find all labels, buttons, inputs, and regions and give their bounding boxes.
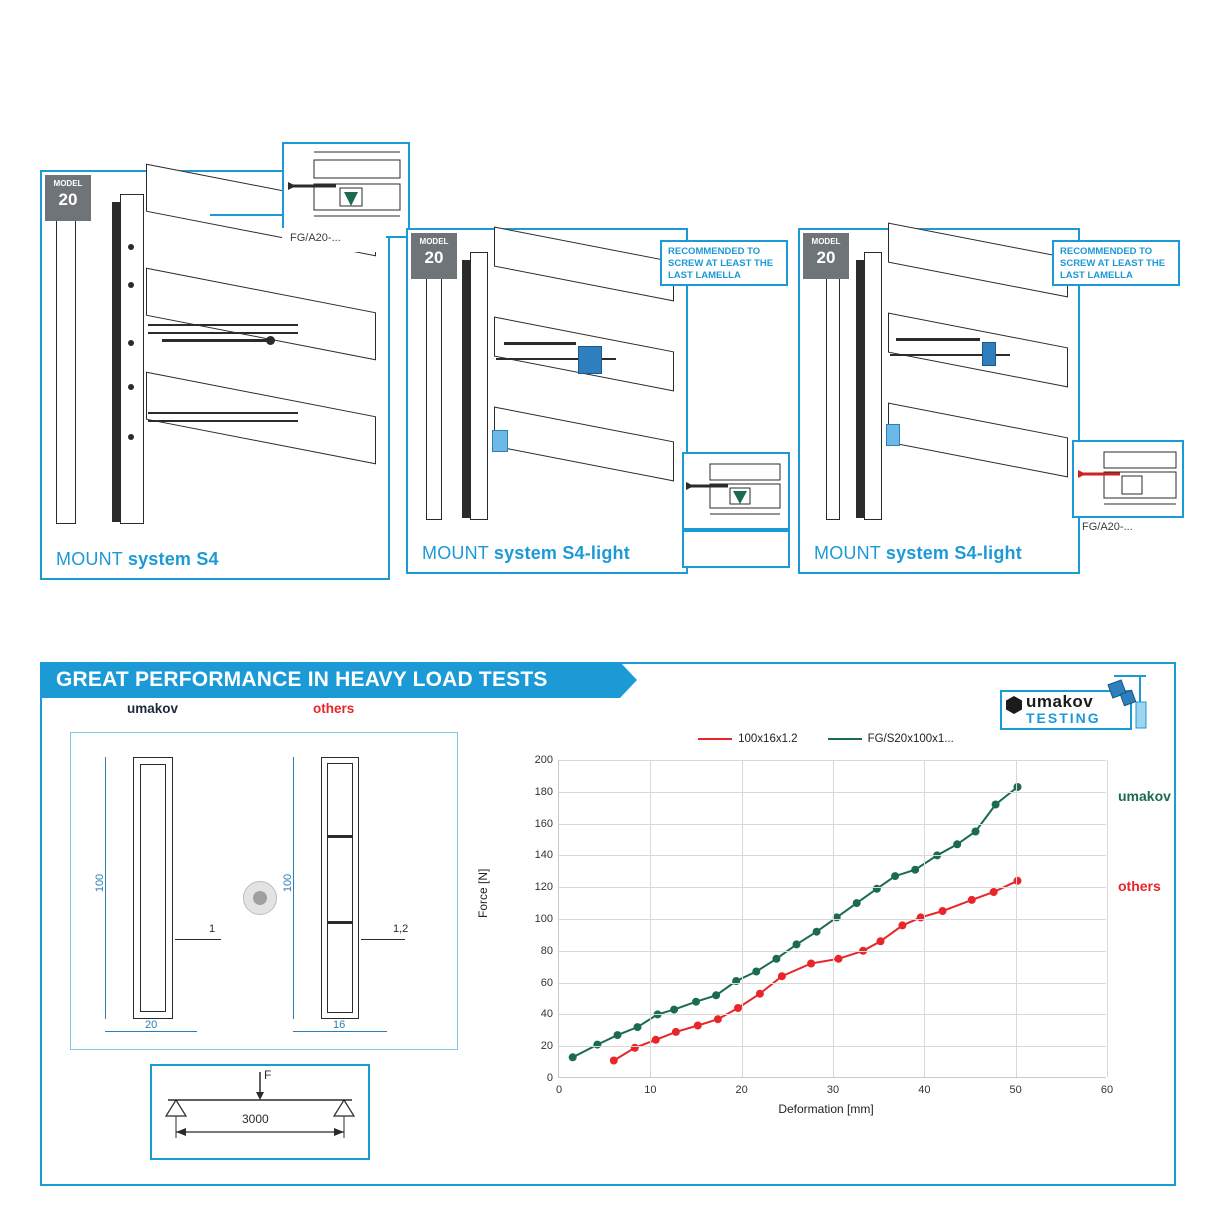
chart-data-point <box>692 998 700 1006</box>
x-axis-tick: 40 <box>918 1084 931 1096</box>
panel1-model-badge <box>45 175 91 221</box>
x-axis-tick: 0 <box>555 1084 563 1096</box>
panel2-title <box>422 543 630 564</box>
panel3-clip-lower <box>886 424 900 446</box>
mount-panel-s4-light-b <box>798 228 1080 574</box>
chart-data-point <box>593 1041 601 1049</box>
panel1-screw-dot-2 <box>128 282 134 288</box>
chart-data-point <box>694 1022 702 1030</box>
panel2-model-label: MODEL <box>419 237 449 246</box>
profile-left-wall-text: 1 <box>209 923 216 935</box>
legend-label-1: FG/S20x100x1... <box>867 733 954 745</box>
panel2-post-left <box>426 270 442 520</box>
round-sample-core <box>253 891 267 905</box>
panel1-title <box>56 549 219 570</box>
chart-plot-area <box>534 754 1114 1096</box>
chart-data-point <box>712 991 720 999</box>
chart-data-point <box>672 1028 680 1036</box>
panel3-post-main <box>864 252 882 520</box>
panel2-clip-lower <box>492 430 508 452</box>
chart-data-point <box>813 928 821 936</box>
load-test-chart <box>476 726 1171 1146</box>
panel1-detail-label-box <box>282 228 386 252</box>
y-axis-tick: 140 <box>534 849 553 862</box>
beam-force-label: F <box>264 1068 272 1082</box>
panel2-model-badge <box>411 233 457 279</box>
beam-span-label: 3000 <box>242 1112 269 1126</box>
panel1-detail-box <box>282 142 410 238</box>
panel3-detail-label: FG/A20-... <box>1082 521 1133 533</box>
panel3-model-label: MODEL <box>811 237 841 246</box>
y-axis-tick: 0 <box>546 1072 553 1084</box>
profile-right-width-text: 16 <box>333 1019 346 1031</box>
legend-item-1 <box>828 733 954 745</box>
chart-data-point <box>793 940 801 948</box>
profile-right-width-dim <box>293 1031 387 1032</box>
profile-right-wall-dim <box>361 939 405 940</box>
panel2-lamella-1 <box>494 227 674 302</box>
panel1-rail-1 <box>148 324 298 326</box>
y-axis-tick: 20 <box>540 1040 553 1053</box>
chart-x-axis-label: Deformation [mm] <box>778 1102 874 1116</box>
performance-banner <box>40 662 620 698</box>
panel1-post-left <box>56 214 76 524</box>
gridline-vertical <box>924 760 925 1077</box>
chart-annotation-others: others <box>1118 878 1161 894</box>
panel3-model-number: 20 <box>816 247 836 267</box>
panel1-rail-3 <box>148 412 298 414</box>
y-axis-tick: 200 <box>534 754 553 766</box>
chart-series-line-1 <box>573 787 1018 1057</box>
panel1-screw-head <box>266 336 275 345</box>
panel1-lamella-3 <box>146 372 376 465</box>
chart-data-point <box>634 1023 642 1031</box>
umakov-testing-logo <box>1000 672 1160 734</box>
panel1-screw-dot-1 <box>128 244 134 250</box>
panel3-note-text: RECOMMENDED TO SCREW AT LEAST THE LAST LAMELLA <box>1060 246 1166 281</box>
panel2-detail-box <box>682 452 790 530</box>
panel2-title-bold: system S4-light <box>493 543 630 563</box>
legend-swatch-0 <box>698 738 732 740</box>
x-axis-tick: 10 <box>644 1084 657 1096</box>
panel1-lamella-2 <box>146 268 376 361</box>
panel3-detail-drawing <box>1074 442 1182 516</box>
profile-right-label: others <box>313 701 355 716</box>
x-axis-tick: 50 <box>1009 1084 1022 1096</box>
panel2-screw-arrow <box>504 342 576 345</box>
panel3-title-prefix: MOUNT <box>814 543 886 563</box>
chart-data-point <box>835 955 843 963</box>
profile-left-inner <box>140 764 166 1012</box>
panel1-model-label: MODEL <box>53 179 83 188</box>
panel3-post-edge <box>856 260 864 518</box>
chart-data-point <box>873 885 881 893</box>
panel3-clip-upper <box>982 342 996 366</box>
profile-left-width-text: 20 <box>145 1019 158 1031</box>
panel1-detail-drawing <box>284 144 408 236</box>
panel1-post-edge <box>112 202 120 522</box>
chart-data-point <box>992 801 1000 809</box>
y-axis-tick: 160 <box>534 817 553 830</box>
panel1-detail-leader <box>210 214 284 216</box>
mount-panel-s4-light-a <box>406 228 688 574</box>
chart-data-point <box>778 972 786 980</box>
panel2-model-number: 20 <box>424 247 444 267</box>
panel3-title-bold: system S4-light <box>885 543 1022 563</box>
panel2-detail-label-frame <box>682 530 790 568</box>
panel1-detail-label: FG/A20-... <box>290 232 341 244</box>
panel1-screw-dot-5 <box>128 434 134 440</box>
x-axis-tick: 60 <box>1100 1084 1114 1096</box>
chart-data-point <box>732 977 740 985</box>
gridline-vertical <box>742 760 743 1077</box>
profile-right-div-2 <box>327 921 353 924</box>
panel1-rail-2 <box>148 332 298 334</box>
panel3-lamella-3 <box>888 403 1068 478</box>
panel2-title-prefix: MOUNT <box>422 543 494 563</box>
panel3-model-badge <box>803 233 849 279</box>
panel3-lamella-1 <box>888 223 1068 298</box>
logo-test-icon <box>1100 672 1160 734</box>
panel3-screw-arrow <box>896 338 980 341</box>
panel1-title-prefix: MOUNT <box>56 549 128 569</box>
chart-data-point <box>614 1031 622 1039</box>
chart-data-point <box>631 1044 639 1052</box>
chart-data-point <box>714 1015 722 1023</box>
chart-data-point <box>670 1006 678 1014</box>
panel2-note-text: RECOMMENDED TO SCREW AT LEAST THE LAST LAMELLA <box>668 246 774 281</box>
profile-left-label: umakov <box>127 701 179 716</box>
chart-annotation-umakov: umakov <box>1118 788 1171 804</box>
panel1-rail-4 <box>148 420 298 422</box>
panel1-screw-dot-4 <box>128 384 134 390</box>
chart-data-point <box>569 1053 577 1061</box>
profile-right-wall-text: 1,2 <box>393 923 409 935</box>
x-axis-tick: 30 <box>826 1084 840 1096</box>
legend-item-0 <box>698 733 797 745</box>
gridline-vertical <box>1107 760 1108 1077</box>
chart-data-point <box>807 960 815 968</box>
x-axis-tick: 20 <box>735 1084 748 1096</box>
panel2-post-edge <box>462 260 470 518</box>
panel3-detail-box <box>1072 440 1184 518</box>
profile-comparison <box>70 701 458 1050</box>
profile-right-height-text: 100 <box>282 873 295 893</box>
chart-data-point <box>990 888 998 896</box>
y-axis-tick: 80 <box>540 944 553 957</box>
chart-y-axis-label: Force [N] <box>476 868 490 918</box>
y-axis-tick: 100 <box>534 913 553 925</box>
profile-right-div-1 <box>327 835 353 838</box>
y-axis-tick: 40 <box>540 1008 553 1021</box>
chart-data-point <box>752 968 760 976</box>
panel2-post-main <box>470 252 488 520</box>
panel1-screw-arrow <box>162 339 272 342</box>
logo-brand: umakov <box>1026 692 1094 711</box>
chart-data-point <box>972 828 980 836</box>
panel2-lamella-3 <box>494 407 674 482</box>
chart-data-point <box>853 899 861 907</box>
logo-sub: TESTING <box>1026 710 1101 726</box>
panel1-model-number: 20 <box>58 189 78 209</box>
chart-data-point <box>756 990 764 998</box>
chart-data-point <box>891 872 899 880</box>
panel3-post-left <box>826 268 840 520</box>
profile-left-width-dim <box>105 1031 197 1032</box>
panel1-title-bold: system S4 <box>127 549 219 569</box>
profile-left-wall-dim <box>175 939 221 940</box>
y-axis-tick: 180 <box>534 785 553 798</box>
chart-data-point <box>953 840 961 848</box>
gridline-vertical <box>1016 760 1017 1077</box>
chart-data-point <box>898 921 906 929</box>
panel1-screw-dot-3 <box>128 340 134 346</box>
load-test-section <box>40 662 1176 1186</box>
y-axis-tick: 120 <box>534 881 553 894</box>
legend-label-0: 100x16x1.2 <box>738 733 798 745</box>
chart-data-point <box>911 866 919 874</box>
chart-legend <box>494 726 1158 752</box>
legend-swatch-1 <box>828 738 862 740</box>
panel2-detail-drawing <box>684 454 788 528</box>
chart-data-point <box>610 1057 618 1065</box>
panel2-clip-upper <box>578 346 602 374</box>
chart-data-point <box>652 1036 660 1044</box>
chart-data-point <box>968 896 976 904</box>
chart-data-point <box>877 937 885 945</box>
banner-title: GREAT PERFORMANCE IN HEAVY LOAD TESTS <box>56 668 548 691</box>
profile-left-height-text: 100 <box>94 873 107 893</box>
gridline-vertical <box>833 760 834 1077</box>
y-axis-tick: 60 <box>540 976 553 989</box>
panel3-lamella-2 <box>888 313 1068 388</box>
chart-data-point <box>939 907 947 915</box>
gridline-vertical <box>650 760 651 1077</box>
panel2-note <box>660 240 788 286</box>
profile-right-inner <box>327 763 353 1013</box>
chart-data-point <box>772 955 780 963</box>
panel3-title <box>814 543 1022 564</box>
beam-diagram <box>150 1064 370 1160</box>
panel3-note <box>1052 240 1180 286</box>
